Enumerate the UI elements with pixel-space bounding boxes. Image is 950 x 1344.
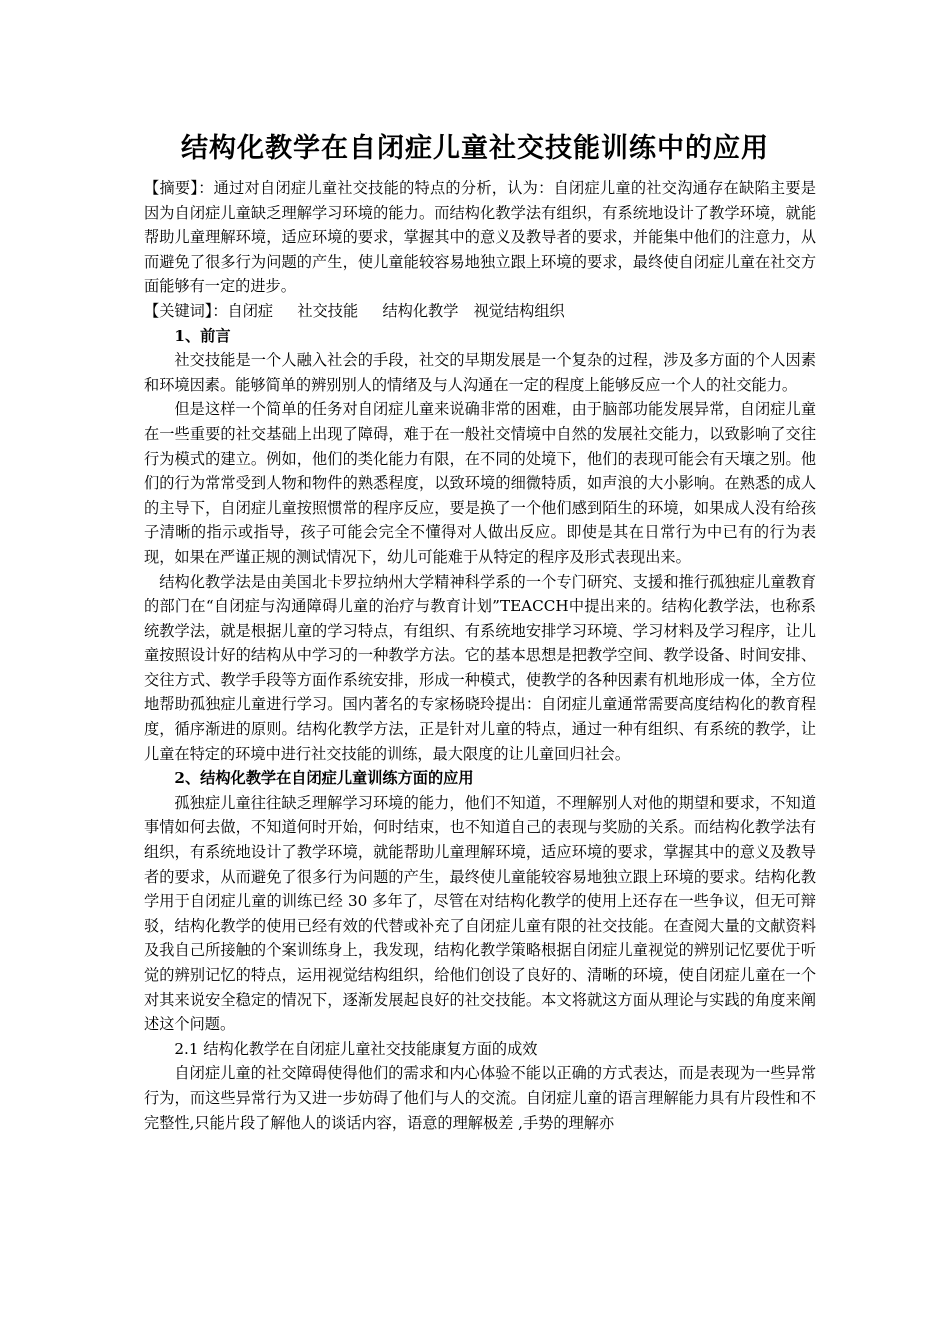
document-body xyxy=(144,176,816,1135)
keywords-label: 【关键词】： xyxy=(144,301,228,320)
subsection-heading: 2.1 结构化教学在自闭症儿童社交技能康复方面的成效 xyxy=(174,1039,538,1058)
keyword-item: 社交技能 xyxy=(297,301,359,320)
abstract-paragraph: 【摘要】：通过对自闭症儿童社交技能的特点的分析，认为：自闭症儿童的社交沟通存在缺陷主要是因为自闭症儿童缺乏理解学习环境的能力。而结构化教学法有组织，有系统地设计了教学环境，就能帮助儿童理解环境，适应环境的要求，掌握其中的意义及教导者的要求，并能集中他们的注意力，从而避免了很多行为问题的产生，使儿童能较容易地独立跟上环境的要求，最终使自闭症儿童在社交方面能够有一定的进步。 xyxy=(144,179,816,296)
keyword-item: 视觉结构组织 xyxy=(473,301,565,320)
section-heading: 2、结构化教学在自闭症儿童训练方面的应用 xyxy=(174,769,474,788)
body-paragraph: 社交技能是一个人融入社会的手段，社交的早期发展是一个复杂的过程，涉及多方面的个人因素和环境因素。能够简单的辨别别人的情绪及与人沟通在一定的程度上能够反应一个人的社交能力。 xyxy=(144,351,816,394)
body-paragraph: 孤独症儿童往往缺乏理解学习环境的能力，他们不知道，不理解别人对他的期望和要求，不知道事情如何去做，不知道何时开始，何时结束，也不知道自己的表现与奖励的关系。而结构化教学法有组织，有系统地设计了教学环境，就能帮助儿童理解环境，适应环境的要求，掌握其中的意义及教导者的要求，从而避免了很多行为问题的产生，最终使儿童能较容易地独立跟上环境的要求。结构化教学用于自闭症儿童的训练已经 30 多年了，尽管在对结构化教学的使用上还存在一些争议，但无可辩驳，结构化教学的使用已经有效的代替或补充了自闭症儿童有限的社交技能。在查阅大量的文献资料及我自己所接触的个案训练身上，我发现，结构化教学策略根据自闭症儿童视觉的辨别记忆要优于听觉的辨别记忆的特点，运用视觉结构组织，给他们创设了良好的、清晰的环境，使自闭症儿童在一个对其来说安全稳定的情况下，逐渐发展起良好的社交技能。本文将就这方面从理论与实践的角度来阐述这个问题。 xyxy=(144,793,816,1034)
section-heading: 1、前言 xyxy=(174,326,231,345)
document-title: 结构化教学在自闭症儿童社交技能训练中的应用 xyxy=(181,133,769,164)
body-paragraph: 但是这样一个简单的任务对自闭症儿童来说确非常的困难，由于脑部功能发展异常，自闭症儿童在一些重要的社交基础上出现了障碍，难于在一般社交情境中自然的发展社交能力，以致影响了交往行为模式的建立。例如，他们的类化能力有限，在不同的处境下，他们的表现可能会有天壤之别。他们的行为常常受到人物和物件的熟悉程度，以致环境的细微特质，如声浪的大小影响。在熟悉的成人的主导下，自闭症儿童按照惯常的程序反应，要是换了一个他们感到陌生的环境，如果成人没有给孩子清晰的指示或指导，孩子可能会完全不懂得对人做出反应。即使是其在日常行为中已有的行为表现，如果在严谨正规的测试情况下，幼儿可能难于从特定的程序及形式表现出来。 xyxy=(144,400,816,566)
body-paragraph: 自闭症儿童的社交障碍使得他们的需求和内心体验不能以正确的方式表达，而是表现为一些异常行为，而这些异常行为又进一步妨碍了他们与人的交流。自闭症儿童的语言理解能力具有片段性和不完整性,只能片段了解他人的谈话内容，语意的理解极差 ,手势的理解亦 xyxy=(144,1064,816,1132)
keyword-item: 结构化教学 xyxy=(382,301,459,320)
keywords-line xyxy=(144,299,816,324)
body-paragraph: 结构化教学法是由美国北卡罗拉纳州大学精神科学系的一个专门研究、支援和推行孤独症儿童教育的部门在“自闭症与沟通障碍儿童的治疗与教育计划”TEACCH中提出来的。结构化教学法，也称系统教学法，就是根据儿童的学习特点，有组织、有系统地安排学习环境、学习材料及学习程序，让儿童按照设计好的结构从中学习的一种教学方法。它的基本思想是把教学空间、教学设备、时间安排、交往方式、教学手段等方面作系统安排，形成一种模式，使教学的各种因素有机地形成一体，全方位地帮助孤独症儿童进行学习。国内著名的专家杨晓玲提出：自闭症儿童通常需要高度结构化的教育程度，循序渐进的原则。结构化教学方法，正是针对儿童的特点，通过一种有组织、有系统的教学，让儿童在特定的环境中进行社交技能的训练，最大限度的让儿童回归社会。 xyxy=(144,572,816,763)
keyword-item: 自闭症 xyxy=(227,301,274,320)
